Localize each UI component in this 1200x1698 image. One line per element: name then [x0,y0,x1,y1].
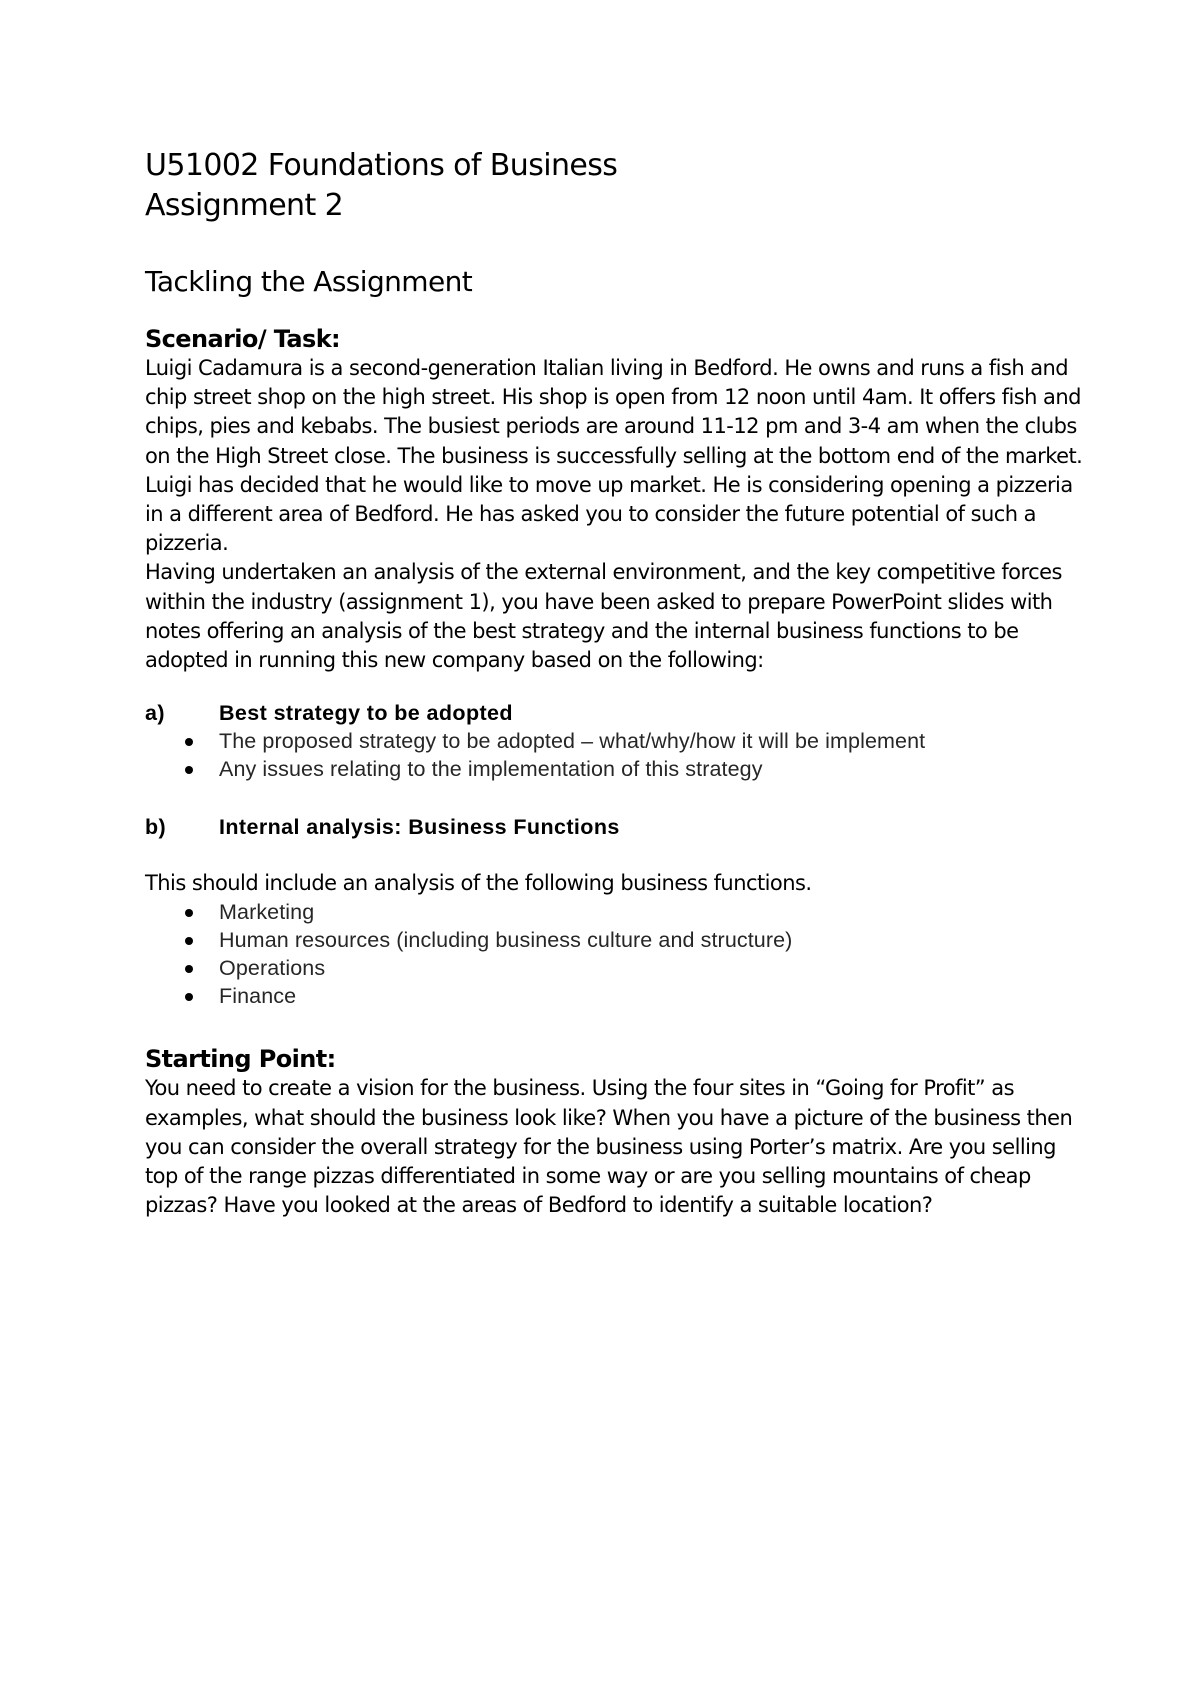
bullet-icon [185,993,193,1001]
scenario-label: Scenario/ Task: [145,325,341,353]
starting-point-paragraph: You need to create a vision for the business. Using the four sites in “Going for Profit” as examples, what should the business look like? When you have a picture of the business then you can consider the overall strategy for the business using Porter’s matrix. Are you selling top of the range pizzas differentiated in some way or are you selling mountains of cheap pizzas? Have you looked at the areas of Bedford to identify a suitable location? [145,1076,1073,1218]
list-item-text: Operations [219,956,326,981]
list-item-text: The proposed strategy to be adopted – what/why/how it will be implement [219,729,926,754]
section-a-heading [145,699,1085,727]
list-item-text: Marketing [219,900,315,925]
section-b-letter: b) [145,815,167,840]
list-item [145,982,1085,1010]
bullet-icon [185,909,193,917]
bullet-icon [185,738,193,746]
section-a-title: Best strategy to be adopted [219,701,513,726]
list-item-text: Any issues relating to the implementation of this strategy [219,757,763,782]
list-item [145,898,1085,926]
list-item [145,926,1085,954]
bullet-icon [185,766,193,774]
functions-intro: This should include an analysis of the following business functions. [145,871,812,896]
list-item [145,954,1085,982]
section-b-heading [145,813,1085,841]
title-line-assignment: Assignment 2 [145,188,344,223]
section-b-title: Internal analysis: Business Functions [219,815,620,840]
document-title [145,146,1085,226]
list-item [145,727,1085,755]
section-heading: Tackling the Assignment [145,265,473,298]
section-a-letter: a) [145,701,165,726]
document-page [145,146,1085,1220]
list-item [145,755,1085,783]
functions-list [145,898,1085,1010]
scenario-task-paragraph: Having undertaken an analysis of the external environment, and the key competitive forces within the industry (assignment 1), you have been asked to prepare PowerPoint slides with notes offering an analysis of the best strategy and the internal business functions to be adopted in running this new company based on the following: [145,560,1062,673]
list-item-text: Finance [219,984,297,1009]
starting-point-label: Starting Point: [145,1045,336,1074]
bullet-icon [185,937,193,945]
list-item-text: Human resources (including business culture and structure) [219,928,793,953]
section-a-list [145,727,1085,783]
title-line-course: U51002 Foundations of Business [145,148,618,183]
scenario-paragraph: Luigi Cadamura is a second-generation Italian living in Bedford. He owns and runs a fish and chip street shop on the high street. His shop is open from 12 noon until 4am. It offers fish and chips, pies and kebabs. The busiest periods are around 11-12 pm and 3-4 am when the clubs on the High Street close. The business is successfully selling at the bottom end of the market. Luigi has decided that he would like to move up market. He is considering opening a pizzeria in a different area of Bedford. He has asked you to consider the future potential of such a pizzeria. [145,356,1083,556]
bullet-icon [185,965,193,973]
